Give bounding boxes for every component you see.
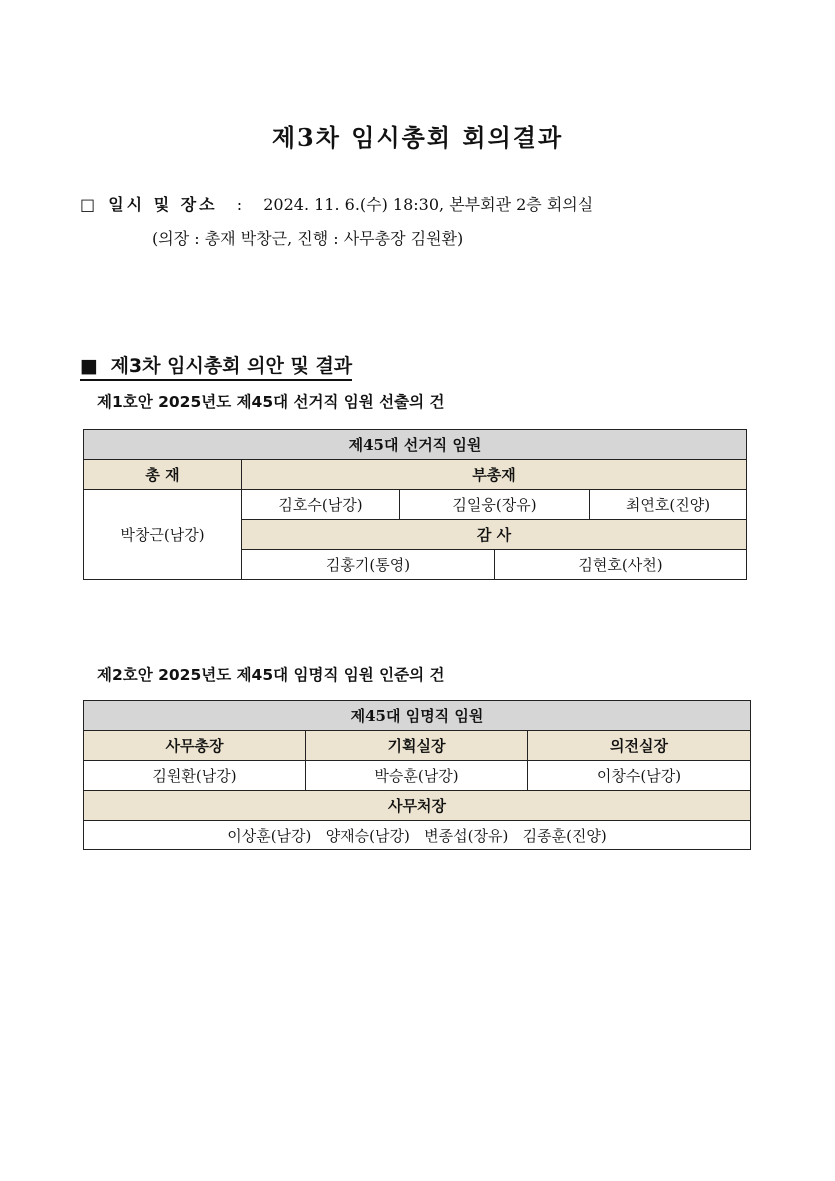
office-director-members: 이상훈(남강) 양재승(남강) 변종섭(장유) 김종훈(진양) [84,821,751,850]
checkbox-icon: □ [80,195,96,214]
agenda1-title: 제1호안 2025년도 제45대 선거직 임원 선출의 건 [97,393,445,411]
auditor-name: 김현호(사천) [495,550,747,580]
president-label: 총 재 [84,460,242,490]
office-director-label: 사무처장 [84,791,751,821]
vice-president-name: 김호수(남강) [242,490,400,520]
role-holder-name: 이창수(남강) [528,761,751,791]
president-name: 박창근(남강) [84,490,242,580]
section-heading [80,351,352,381]
role-holder-name: 박승훈(남강) [306,761,528,791]
auditor-name: 김홍기(통영) [242,550,495,580]
role-label: 기획실장 [306,731,528,761]
meeting-info-line [80,192,593,215]
square-bullet-icon: ■ [80,355,98,377]
vice-president-name: 최연호(진양) [590,490,747,520]
auditor-label: 감 사 [242,520,747,550]
meeting-value: 2024. 11. 6.(수) 18:30, 본부회관 2층 회의실 [263,195,594,214]
meeting-label: 일시 및 장소 [108,195,218,214]
appointed-table-header: 제45대 임명직 임원 [84,701,751,731]
elected-officers-table [83,429,747,580]
meeting-officers: (의장 : 총재 박창근, 진행 : 사무총장 김원환) [152,229,464,248]
role-label: 의전실장 [528,731,751,761]
agenda2-title: 제2호안 2025년도 제45대 임명직 임원 인준의 건 [97,666,445,684]
page-title: 제3차 임시총회 회의결과 [271,123,564,152]
role-holder-name: 김원환(남강) [84,761,306,791]
appointed-officers-table [83,700,751,850]
meeting-colon: : [236,195,243,214]
role-label: 사무총장 [84,731,306,761]
vice-president-name: 김일웅(장유) [400,490,590,520]
elected-table-header: 제45대 선거직 임원 [84,430,747,460]
section-title: 제3차 임시총회 의안 및 결과 [110,355,353,377]
vice-president-label: 부총재 [242,460,747,490]
